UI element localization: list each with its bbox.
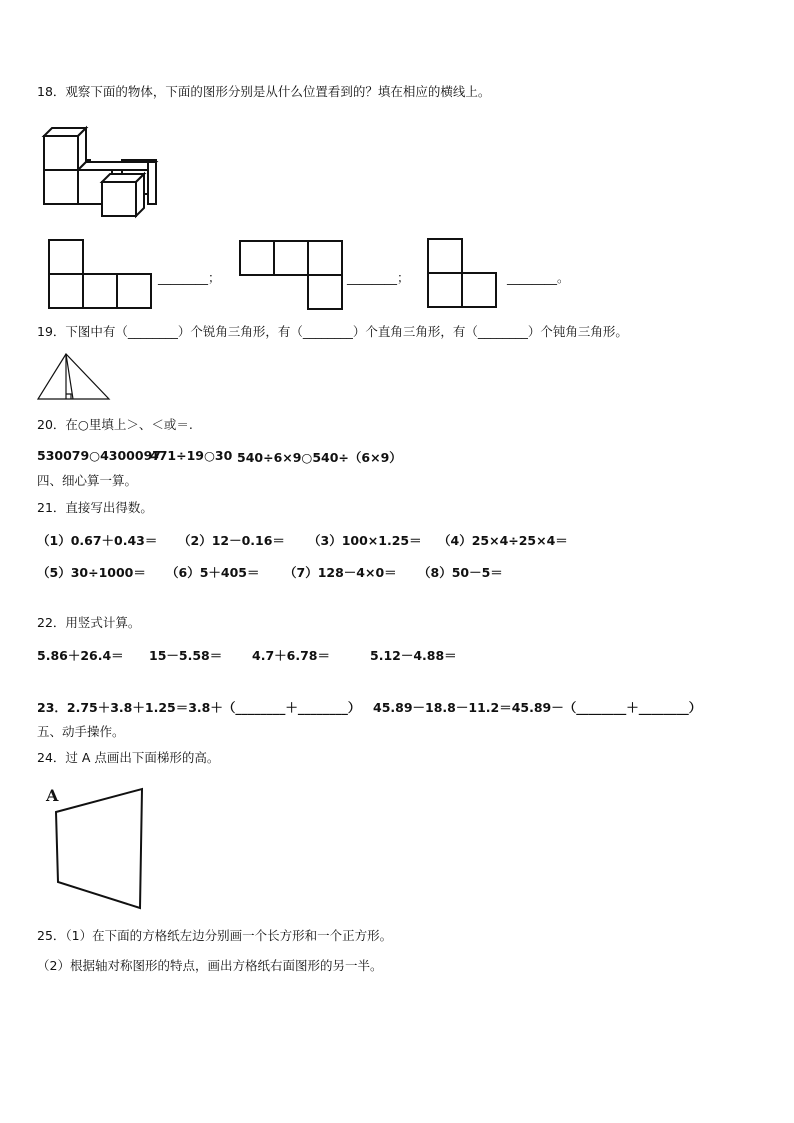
q20-item-3: 540÷6×9○540÷（6×9） [237, 450, 402, 465]
q25-part-1: 25．（1）在下面的方格纸左边分别画一个长方形和一个正方形。 [37, 928, 393, 943]
q24-point-label: A [46, 786, 59, 805]
q24-trapezoid [50, 786, 150, 912]
q21-item-8: （8）50－5＝ [418, 565, 503, 580]
q18-3d-cubes [40, 124, 164, 220]
q23-part-2: 45.89－18.8－11.2＝45.89－（________＋________） [373, 700, 702, 715]
q18-blank-2[interactable]: ________； [347, 270, 410, 285]
q18-view-3 [426, 237, 498, 309]
q18-view-1 [47, 238, 153, 310]
q22-item-2: 15－5.58＝ [149, 648, 223, 663]
q23-part-1: 23．2.75＋3.8＋1.25＝3.8＋（________＋________） [37, 700, 361, 715]
q18-blank-3[interactable]: ________。 [507, 270, 570, 285]
q22-item-4: 5.12－4.88＝ [370, 648, 457, 663]
section-4-title: 四、细心算一算。 [37, 473, 138, 488]
q22-text: 22．用竖式计算。 [37, 615, 141, 630]
q20-item-1: 530079○4300097 [37, 448, 161, 463]
q18-text: 18．观察下面的物体，下面的图形分别是从什么位置看到的？填在相应的横线上。 [37, 84, 491, 99]
q20-item-2: 471÷19○30 [150, 448, 233, 463]
q21-item-5: （5）30÷1000＝ [37, 565, 146, 580]
q21-item-6: （6）5＋405＝ [166, 565, 260, 580]
q21-item-7: （7）128－4×0＝ [284, 565, 397, 580]
q25-part-2: （2）根据轴对称图形的特点，画出方格纸右面图形的另一半。 [37, 958, 383, 973]
section-5-title: 五、动手操作。 [37, 724, 125, 739]
q21-item-2: （2）12－0.16＝ [178, 533, 285, 548]
q22-item-3: 4.7＋6.78＝ [252, 648, 330, 663]
q18-view-2 [238, 239, 344, 311]
q18-blank-1[interactable]: ________； [158, 270, 221, 285]
q21-item-3: （3）100×1.25＝ [308, 533, 422, 548]
q24-text: 24．过 A 点画出下面梯形的高。 [37, 750, 220, 765]
q22-item-1: 5.86＋26.4＝ [37, 648, 124, 663]
q21-text: 21．直接写出得数。 [37, 500, 153, 515]
q20-text: 20．在○里填上＞、＜或＝. [37, 417, 193, 432]
q19-text: 19．下图中有（________）个锐角三角形，有（________）个直角三角形，有（________）个钝角三角形。 [37, 324, 628, 339]
q19-triangle-figure [36, 352, 112, 402]
q21-item-4: （4）25×4÷25×4＝ [438, 533, 568, 548]
q21-item-1: （1）0.67＋0.43＝ [37, 533, 158, 548]
